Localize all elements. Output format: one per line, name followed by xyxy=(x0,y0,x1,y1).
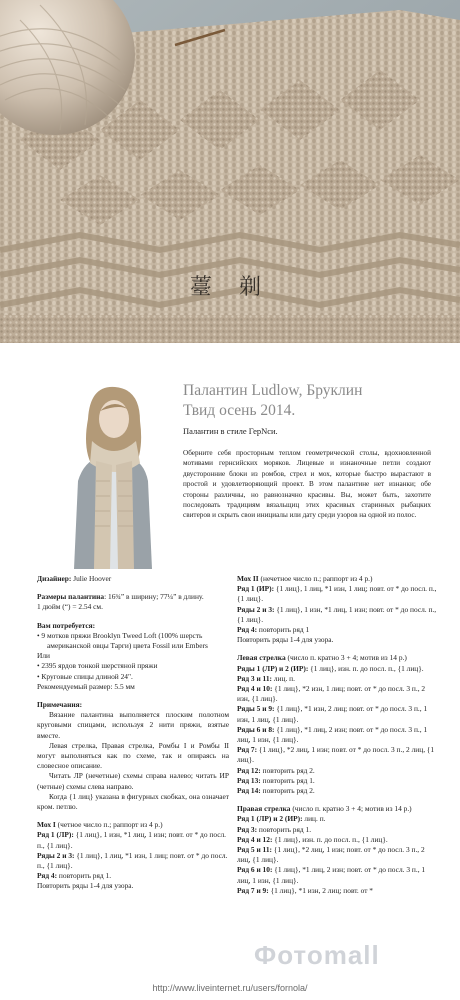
left-arrow-heading xyxy=(237,653,437,663)
right-arrow-row7-label: Ряд 7 и 9: xyxy=(237,885,269,895)
moss2-row23-label: Ряды 2 и 3: xyxy=(237,604,275,614)
moss1-row23-label: Ряды 2 и 3: xyxy=(37,850,75,860)
right-arrow-row412-label: Ряд 4 и 12: xyxy=(237,834,273,844)
title-line-1: Палантин Ludlow, Бруклин xyxy=(183,382,363,399)
sizes-value: : 16¾” в ширину; 77¼” в длину. xyxy=(104,592,204,602)
right-arrow-row511-label: Ряд 5 и 11: xyxy=(237,845,273,855)
note-paragraph-4: Когда {1 лиц} указана в фигурных скобках, она означает кром. петлю. xyxy=(37,791,229,812)
note-paragraph-3: Читать ЛР (нечетные) схемы справа налево; читать ИР (четные) схемы слева направо. xyxy=(37,771,229,791)
left-arrow-row14 xyxy=(237,786,437,796)
moss1-row23-text: {1 лиц}, 1 лиц, *1 изн, 1 лиц; повт. от * до посл. п., {1 лиц}. xyxy=(37,850,228,871)
designer-label: Дизайнер: xyxy=(37,574,72,583)
moss2-row1 xyxy=(237,584,437,604)
left-arrow-row311 xyxy=(237,674,437,684)
right-arrow-row3-text: повторить ряд 1. xyxy=(257,824,312,834)
moss1-heading xyxy=(37,820,229,830)
moss2-row23-text: {1 лиц}, 1 изн, *1 лиц, 1 изн; повт. от * до посл. п., {1 лиц}. xyxy=(237,604,437,624)
designer-value: Julie Hoover xyxy=(71,574,112,583)
moss2-heading xyxy=(237,574,437,584)
sizes-label: Размеры палантина xyxy=(37,592,105,602)
left-arrow-row12 xyxy=(237,664,437,674)
moss2-row1-text: {1 лиц}, 1 лиц, *1 изн, 1 лиц; повт. от * до посл. п., {1 лиц}. xyxy=(237,584,437,604)
moss2-label: Мох II xyxy=(237,574,259,583)
left-arrow-row7-label: Ряд 7: xyxy=(237,745,258,755)
left-arrow-row12b-label: Ряд 12: xyxy=(237,765,261,775)
right-arrow-row3 xyxy=(237,825,437,835)
right-arrow-row412 xyxy=(237,835,437,845)
right-arrow-row7 xyxy=(237,886,437,896)
left-arrow-row7 xyxy=(237,745,437,765)
title-line-2: Твид осень 2014. xyxy=(183,402,296,419)
right-arrow-row610 xyxy=(237,865,437,885)
moss1-note: (четное число п.; раппорт из 4 р.) xyxy=(55,820,163,830)
moss1-row23 xyxy=(37,851,229,871)
model-portrait xyxy=(60,381,162,569)
left-arrow-row13 xyxy=(237,776,437,786)
moss1-row1-text: {1 лиц}, 1 изн, *1 лиц, 1 изн; повт. от * до посл. п., {1 лиц}. xyxy=(37,830,227,850)
right-column xyxy=(237,574,437,896)
intro-paragraph: Оберните себя просторным теплом геометрической столы, вдохновленной мотивами гернсийских моряков. Лицевые и изнаночные петли создают двусторонние блоки из ромбов, стрел и мох, которые быстро вырастают в простой и удовлетворяющий проект. В этом палантине нет изнанки; обе стороны различны, но равнозначно красивы. Вы, может быть, захотите последовать традициям вязальщиц этих красивых старинных рыбацких свитеров и скрыть свои инициалы или дату среди узоров на одной из полос. xyxy=(183,449,431,520)
materials-heading: Вам потребуется: xyxy=(37,620,96,630)
note-paragraph-1: Вязание палантина выполняется плоским полотном круговыми спицами, используя 2 нити пряжи, взятые вместе. xyxy=(37,710,229,740)
moss2-note: (нечетное число п.; раппорт из 4 р.) xyxy=(258,574,373,583)
note-paragraph-2: Левая стрелка, Правая стрелка, Ромбы I и Ромбы II могут выполняться как по схеме, так и опираясь на словесное описание. xyxy=(37,740,229,771)
left-arrow-row12-label: Ряды 1 (ЛР) и 2 (ИР): xyxy=(237,663,309,673)
left-arrow-row410-label: Ряд 4 и 10: xyxy=(237,684,273,694)
right-arrow-row610-text: {1 лиц}, *1 лиц, 2 изн; повт. от * до посл. 3 п., 1 лиц, 1 изн, {1 лиц}. xyxy=(237,865,426,885)
right-arrow-row12 xyxy=(237,814,437,824)
right-arrow-row412-text: {1 лиц}, изн. п. до посл. п., {1 лиц}. xyxy=(272,834,388,844)
left-arrow-row12b xyxy=(237,766,437,776)
right-arrow-row610-label: Ряд 6 и 10: xyxy=(237,865,273,875)
model-portrait-graphic xyxy=(60,381,162,569)
moss2-row23 xyxy=(237,605,437,625)
left-arrow-row68-text: {1 лиц}, *1 лиц, 2 изн; повт. от * до посл. 3 п., 1 лиц, 1 изн, {1 лиц}. xyxy=(237,724,428,745)
moss1-row1 xyxy=(37,830,229,850)
moss1-row4-text: повторить ряд 1. xyxy=(57,871,112,881)
moss1-label: Мох I xyxy=(37,820,56,830)
designer-line xyxy=(37,574,229,584)
left-arrow-row14-label: Ряд 14: xyxy=(237,786,261,796)
watermark-logo: Фотоmall xyxy=(254,940,380,970)
left-arrow-row68 xyxy=(237,725,437,745)
moss2-row4-text: повторить ряд 1 xyxy=(257,625,310,635)
moss1-row4-label: Ряд 4: xyxy=(37,871,58,881)
sizes-line xyxy=(37,592,229,602)
knitted-fabric-photo xyxy=(0,0,460,343)
left-arrow-row12-text: {1 лиц}, изн. п. до посл. п., {1 лиц}. xyxy=(308,663,424,673)
left-arrow-row68-label: Ряды 6 и 8: xyxy=(237,724,275,734)
left-arrow-row410-text: {1 лиц}, *2 изн, 1 лиц; повт. от * до посл. 3 п., 2 изн, {1 лиц}. xyxy=(237,684,426,704)
right-arrow-row12-text: лиц. п. xyxy=(302,814,326,824)
right-arrow-row12-label: Ряд 1 (ЛР) и 2 (ИР): xyxy=(237,814,303,824)
left-arrow-row311-text: лиц. п. xyxy=(272,673,295,683)
moss2-row4 xyxy=(237,625,437,635)
watermark-url[interactable]: http://www.liveinternet.ru/users/fornola/ xyxy=(152,983,308,993)
left-arrow-row13-text: повторить ряд 1. xyxy=(260,775,315,785)
materials-needle-size: Рекомендуемый размер: 5.5 мм xyxy=(37,681,135,691)
left-arrow-note: (число п. кратно 3 + 4; мотив из 14 р.) xyxy=(285,653,407,663)
materials-or: Или xyxy=(37,651,50,661)
notes-heading: Примечания: xyxy=(37,700,83,710)
right-arrow-row511 xyxy=(237,845,437,865)
left-arrow-label: Левая стрелка xyxy=(237,653,286,663)
right-arrow-row3-label: Ряд 3: xyxy=(237,824,258,834)
page-title xyxy=(183,381,443,421)
right-arrow-row511-text: {1 лиц}, *2 лиц, 1 изн; повт. от * до посл. 3 п., 2 лиц, {1 лиц}. xyxy=(237,845,425,865)
left-arrow-row59 xyxy=(237,704,437,724)
materials-item-2: • 2395 ярдов тонкой шерстяной пряжи xyxy=(37,661,158,671)
left-arrow-row59-text: {1 лиц}, *1 изн, 2 лиц; повт. от * до посл. 3 п., 1 изн, 1 лиц, {1 лиц}. xyxy=(237,704,428,724)
right-arrow-row7-text: {1 лиц}, *1 изн, 2 лиц; повт. от * xyxy=(268,885,373,895)
right-arrow-heading xyxy=(237,804,437,814)
left-arrow-row59-label: Ряды 5 и 9: xyxy=(237,704,275,714)
page-subtitle: Палантин в стиле ГерNси. xyxy=(183,426,278,436)
photo-stamp: 薹 剃 xyxy=(190,275,271,300)
materials-item-3: • Круговые спицы длиной 24". xyxy=(37,671,133,681)
left-arrow-row311-label: Ряд 3 и 11: xyxy=(237,673,273,683)
inch-conversion: 1 дюйм (“) = 2.54 см. xyxy=(37,602,103,612)
moss1-row1-label: Ряд 1 (ЛР): xyxy=(37,830,74,840)
left-arrow-row13-label: Ряд 13: xyxy=(237,775,261,785)
moss1-repeat: Повторить ряды 1-4 для узора. xyxy=(37,881,134,891)
moss2-repeat: Повторить ряды 1-4 для узора. xyxy=(237,635,334,645)
materials-item-1: • 9 мотков пряжи Brooklyn Tweed Loft (100% шерсть американской овцы Тарги) цвета Fossil или Embers xyxy=(37,630,208,651)
right-arrow-label: Правая стрелка xyxy=(237,804,291,814)
moss2-row4-label: Ряд 4: xyxy=(237,625,258,635)
right-arrow-note: (число п. кратно 3 + 4; мотив из 14 р.) xyxy=(290,804,412,814)
left-column xyxy=(37,574,229,892)
left-arrow-row7-text: {1 лиц}, *2 лиц, 1 изн; повт. от * до посл. 3 п., 2 лиц, {1 лиц}. xyxy=(237,745,435,765)
left-arrow-row410 xyxy=(237,684,437,704)
left-arrow-row14-text: повторить ряд 2. xyxy=(260,786,315,796)
moss1-row4 xyxy=(37,871,229,881)
left-arrow-row12b-text: повторить ряд 2. xyxy=(260,765,315,775)
moss2-row1-label: Ряд 1 (ИР): xyxy=(237,584,275,594)
